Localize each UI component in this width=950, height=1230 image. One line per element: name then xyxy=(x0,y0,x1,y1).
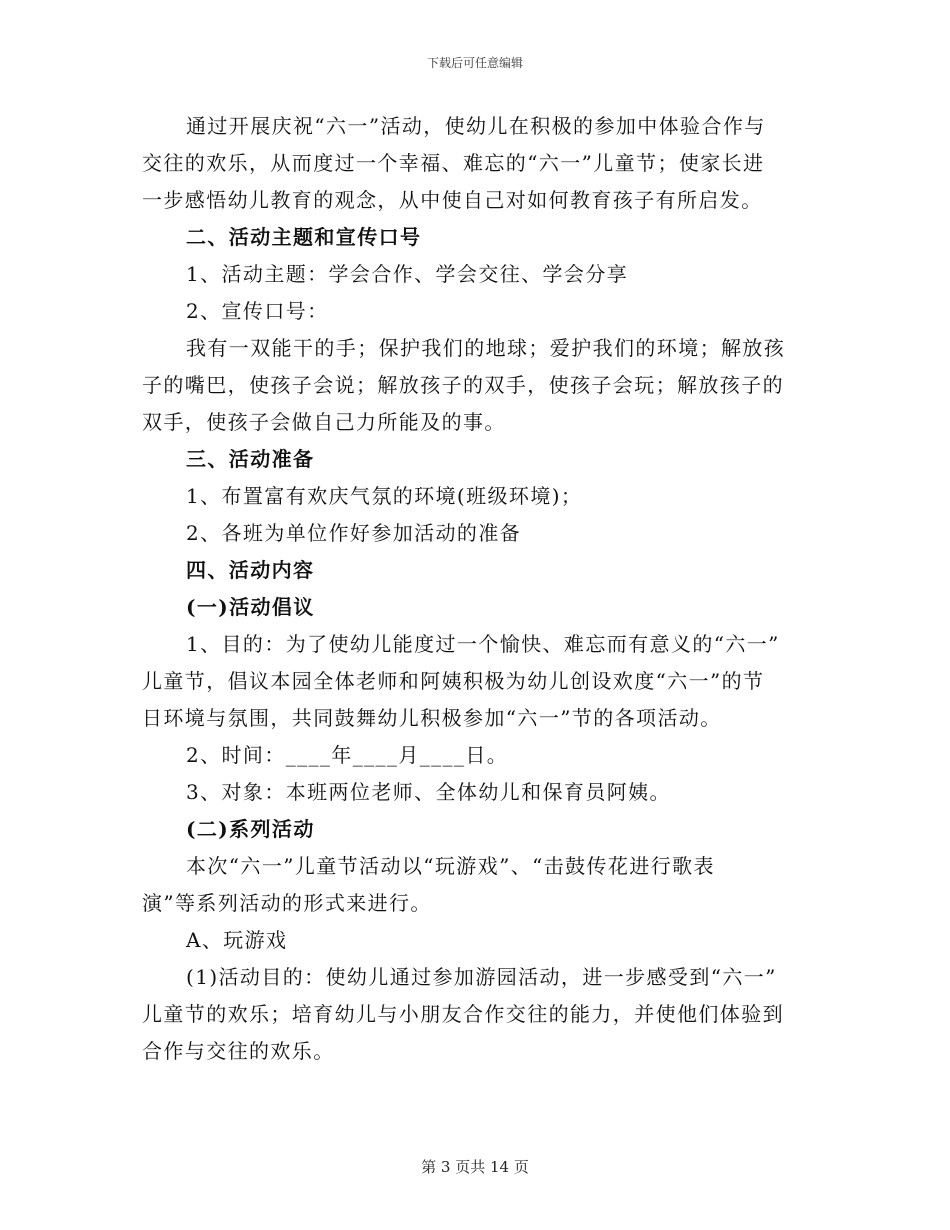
paragraph-line: 日环境与氛围，共同鼓舞幼儿积极参加“六一”节的各项活动。 xyxy=(142,706,722,730)
section-heading: (一)活动倡议 xyxy=(186,595,315,619)
section-heading: (二)系列活动 xyxy=(186,817,315,841)
paragraph-line: (1)活动目的：使幼儿通过参加游园活动，进一步感受到“六一” xyxy=(186,965,777,989)
paragraph-line: 演”等系列活动的形式来进行。 xyxy=(142,891,432,915)
paragraph-line: 一步感悟幼儿教育的观念，从中使自己对如何教育孩子有所启发。 xyxy=(142,188,763,212)
paragraph-line: 2、宣传口号： xyxy=(186,299,329,323)
paragraph-line: 儿童节的欢乐；培育幼儿与小朋友合作交往的能力，并使他们体验到 xyxy=(142,1002,784,1026)
paragraph-line: 交往的欢乐，从而度过一个幸福、难忘的“六一”儿童节；使家长进 xyxy=(142,151,765,175)
page-footer: 第 3 页共 14 页 xyxy=(421,1158,529,1176)
paragraph-line: 儿童节，倡议本园全体老师和阿姨积极为幼儿创设欢度“六一”的节 xyxy=(142,669,765,693)
paragraph-line: 3、对象：本班两位老师、全体幼儿和保育员阿姨。 xyxy=(186,780,671,804)
paragraph-line: 双手，使孩子会做自己力所能及的事。 xyxy=(142,410,506,434)
paragraph-line: 1、目的：为了使幼儿能度过一个愉快、难忘而有意义的“六一” xyxy=(186,632,780,656)
document-body xyxy=(142,108,810,1070)
paragraph-line: 我有一双能干的手；保护我们的地球；爱护我们的环境；解放孩 xyxy=(186,336,786,360)
paragraph-line: 子的嘴巴，使孩子会说；解放孩子的双手，使孩子会玩；解放孩子的 xyxy=(142,373,784,397)
page-header: 下载后可任意编辑 xyxy=(426,56,523,70)
section-heading: 四、活动内容 xyxy=(186,558,315,582)
section-heading: 三、活动准备 xyxy=(186,447,315,471)
paragraph-line: 合作与交往的欢乐。 xyxy=(142,1039,335,1063)
paragraph-line: 通过开展庆祝“六一”活动，使幼儿在积极的参加中体验合作与 xyxy=(186,114,766,138)
paragraph-line: 2、时间：____年____月____日。 xyxy=(186,743,509,767)
paragraph-line: 本次“六一”儿童节活动以“玩游戏”、“击鼓传花进行歌表 xyxy=(186,854,715,878)
paragraph-line: 2、各班为单位作好参加活动的准备 xyxy=(186,521,522,545)
section-heading: 二、活动主题和宣传口号 xyxy=(186,225,422,249)
paragraph-line: 1、布置富有欢庆气氛的环境(班级环境)； xyxy=(186,484,583,508)
paragraph-line: 1、活动主题：学会合作、学会交往、学会分享 xyxy=(186,262,629,286)
paragraph-line: A、玩游戏 xyxy=(186,928,288,952)
